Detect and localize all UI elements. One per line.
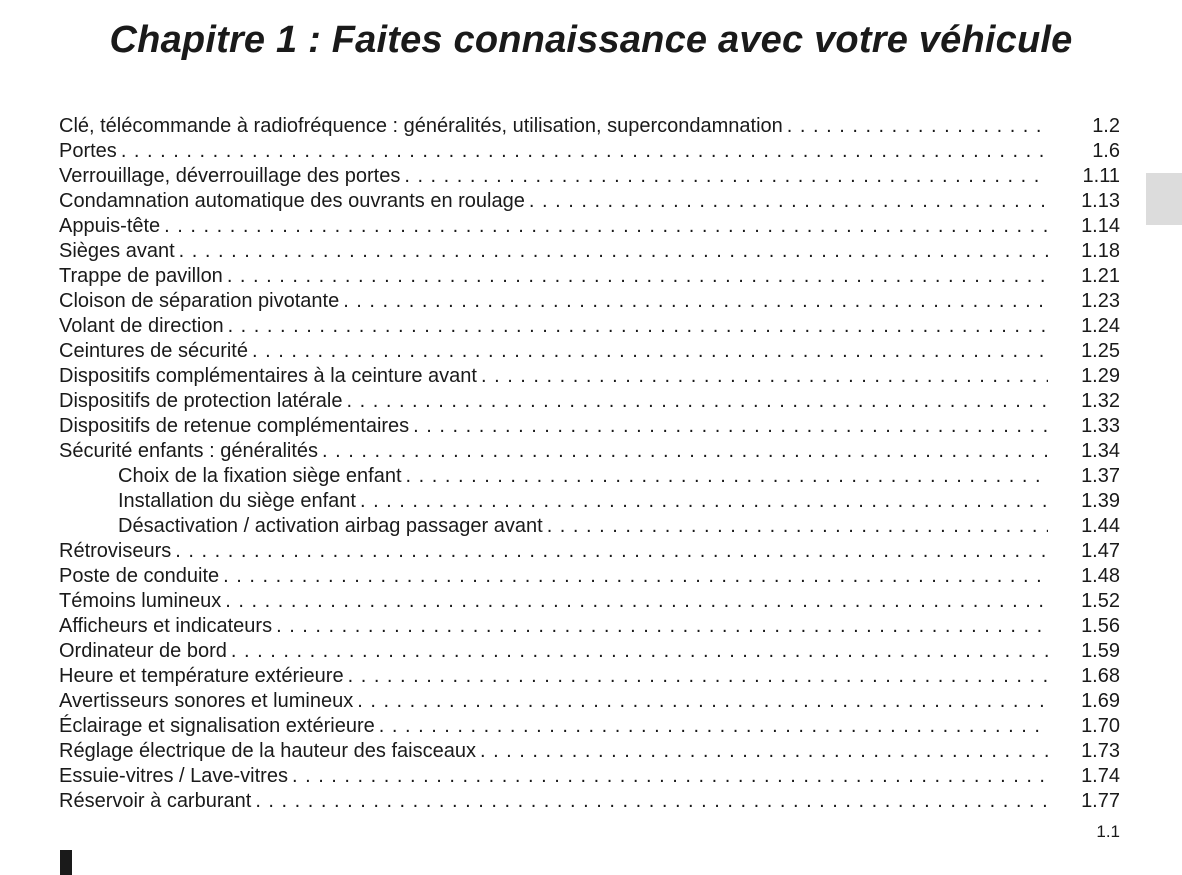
toc-dot-leader: [480, 739, 1048, 764]
toc-entry-label: Clé, télécommande à radiofréquence : généralités, utilisation, supercondamnation: [59, 115, 783, 137]
toc-entry-page: 1.73: [1081, 740, 1120, 762]
toc-entry-label: Heure et température extérieure: [59, 665, 344, 687]
toc-entry-label: Dispositifs complémentaires à la ceinture avant: [59, 365, 477, 387]
toc-dot-leader: [343, 289, 1048, 314]
toc-dot-leader: [547, 514, 1048, 539]
toc-dot-leader: [322, 439, 1048, 464]
toc-entry-page: 1.77: [1081, 790, 1120, 812]
toc-entry-label: Rétroviseurs: [59, 540, 172, 562]
toc-dot-leader: [529, 189, 1048, 214]
toc-dot-leader: [231, 639, 1048, 664]
toc-dot-leader: [406, 464, 1048, 489]
toc-entry-page: 1.39: [1081, 490, 1120, 512]
toc-entry-page: 1.13: [1081, 190, 1120, 212]
toc-entry-page: 1.68: [1081, 665, 1120, 687]
toc-entry[interactable]: [59, 439, 1120, 464]
toc-entry[interactable]: [59, 389, 1120, 414]
toc-entry-page: 1.69: [1081, 690, 1120, 712]
toc-entry-page: 1.37: [1081, 465, 1120, 487]
toc-entry[interactable]: [59, 614, 1120, 639]
toc-entry[interactable]: [59, 314, 1120, 339]
toc-entry[interactable]: [59, 764, 1120, 789]
toc-entry-page: 1.33: [1081, 415, 1120, 437]
toc-entry-label: Volant de direction: [59, 315, 224, 337]
toc-entry[interactable]: [59, 214, 1120, 239]
toc-entry[interactable]: [59, 239, 1120, 264]
toc-entry-page: 1.18: [1081, 240, 1120, 262]
toc-entry-page: 1.48: [1081, 565, 1120, 587]
toc-dot-leader: [481, 364, 1048, 389]
toc-entry-label: Réservoir à carburant: [59, 790, 252, 812]
toc-entry-label: Éclairage et signalisation extérieure: [59, 715, 375, 737]
toc-dot-leader: [121, 139, 1048, 164]
toc-dot-leader: [276, 614, 1048, 639]
toc-entry-page: 1.23: [1081, 290, 1120, 312]
toc-entry[interactable]: [59, 514, 1120, 539]
toc-entry[interactable]: [59, 789, 1120, 814]
toc-entry-label: Ordinateur de bord: [59, 640, 227, 662]
toc-entry-label: Avertisseurs sonores et lumineux: [59, 690, 354, 712]
toc-entry-label: Réglage électrique de la hauteur des faisceaux: [59, 740, 476, 762]
toc-entry[interactable]: [59, 714, 1120, 739]
toc-dot-leader: [252, 339, 1048, 364]
toc-entry-page: 1.52: [1081, 590, 1120, 612]
toc-dot-leader: [175, 539, 1048, 564]
chapter-side-tab: [1146, 173, 1182, 225]
toc-entry[interactable]: [59, 739, 1120, 764]
toc-entry[interactable]: [59, 289, 1120, 314]
toc-entry-label: Désactivation / activation airbag passager avant: [118, 515, 543, 537]
toc-entry[interactable]: [59, 189, 1120, 214]
toc-entry-label: Ceintures de sécurité: [59, 340, 248, 362]
toc-entry-page: 1.21: [1081, 265, 1120, 287]
toc-entry-label: Afficheurs et indicateurs: [59, 615, 273, 637]
toc-dot-leader: [223, 564, 1048, 589]
toc-entry[interactable]: [59, 539, 1120, 564]
toc-entry-label: Cloison de séparation pivotante: [59, 290, 340, 312]
page-number: 1.1: [1096, 822, 1120, 841]
toc-entry-page: 1.24: [1081, 315, 1120, 337]
toc-entry-page: 1.2: [1092, 115, 1120, 137]
toc-entry-label: Poste de conduite: [59, 565, 220, 587]
toc-entry-page: 1.25: [1081, 340, 1120, 362]
toc-entry[interactable]: [59, 364, 1120, 389]
chapter-title: Chapitre 1 : Faites connaissance avec votre véhicule: [109, 19, 1073, 61]
toc-dot-leader: [292, 764, 1048, 789]
toc-entry-page: 1.14: [1081, 215, 1120, 237]
toc-entry[interactable]: [59, 639, 1120, 664]
toc-dot-leader: [413, 414, 1048, 439]
toc-dot-leader: [164, 214, 1048, 239]
toc-dot-leader: [787, 114, 1048, 139]
toc-entry-page: 1.44: [1081, 515, 1120, 537]
toc-entry-label: Condamnation automatique des ouvrants en roulage: [59, 190, 525, 212]
toc-dot-leader: [179, 239, 1048, 264]
toc-dot-leader: [360, 489, 1048, 514]
toc-entry[interactable]: [59, 414, 1120, 439]
toc-entry-label: Verrouillage, déverrouillage des portes: [59, 165, 401, 187]
toc-dot-leader: [357, 689, 1048, 714]
toc-dot-leader: [404, 164, 1048, 189]
toc-dot-leader: [227, 264, 1048, 289]
toc-entry-page: 1.70: [1081, 715, 1120, 737]
toc-entry-label: Trappe de pavillon: [59, 265, 223, 287]
toc-dot-leader: [225, 589, 1048, 614]
toc-dot-leader: [348, 664, 1048, 689]
toc-entry[interactable]: [59, 689, 1120, 714]
toc-entry-label: Portes: [59, 140, 117, 162]
toc-entry-page: 1.59: [1081, 640, 1120, 662]
toc-entry-page: 1.34: [1081, 440, 1120, 462]
toc-entry-page: 1.47: [1081, 540, 1120, 562]
toc-entry[interactable]: [59, 589, 1120, 614]
toc-dot-leader: [255, 789, 1048, 814]
toc-entry-page: 1.11: [1082, 165, 1120, 187]
toc-entry-label: Choix de la fixation siège enfant: [118, 465, 402, 487]
toc-entry-page: 1.6: [1092, 140, 1120, 162]
toc-entry-label: Essuie-vitres / Lave-vitres: [59, 765, 288, 787]
toc-entry-page: 1.74: [1081, 765, 1120, 787]
toc-dot-leader: [379, 714, 1048, 739]
page-corner-mark: [60, 850, 72, 875]
toc-entry[interactable]: [59, 139, 1120, 164]
toc-entry-label: Installation du siège enfant: [118, 490, 356, 512]
toc-entry-label: Dispositifs de retenue complémentaires: [59, 415, 410, 437]
toc-entry[interactable]: [59, 489, 1120, 514]
toc-entry-label: Dispositifs de protection latérale: [59, 390, 343, 412]
table-of-contents: [59, 114, 1120, 814]
toc-entry-label: Sécurité enfants : généralités: [59, 440, 319, 462]
toc-entry[interactable]: [59, 114, 1120, 139]
toc-entry-page: 1.32: [1081, 390, 1120, 412]
toc-dot-leader: [346, 389, 1048, 414]
toc-entry[interactable]: [59, 339, 1120, 364]
toc-entry-label: Appuis-tête: [59, 215, 161, 237]
toc-entry[interactable]: [59, 164, 1120, 189]
toc-dot-leader: [228, 314, 1048, 339]
toc-entry-page: 1.29: [1081, 365, 1120, 387]
toc-entry[interactable]: [59, 664, 1120, 689]
toc-entry[interactable]: [59, 264, 1120, 289]
toc-entry[interactable]: [59, 464, 1120, 489]
toc-entry[interactable]: [59, 564, 1120, 589]
toc-entry-label: Témoins lumineux: [59, 590, 222, 612]
toc-entry-page: 1.56: [1081, 615, 1120, 637]
toc-entry-label: Sièges avant: [59, 240, 175, 262]
